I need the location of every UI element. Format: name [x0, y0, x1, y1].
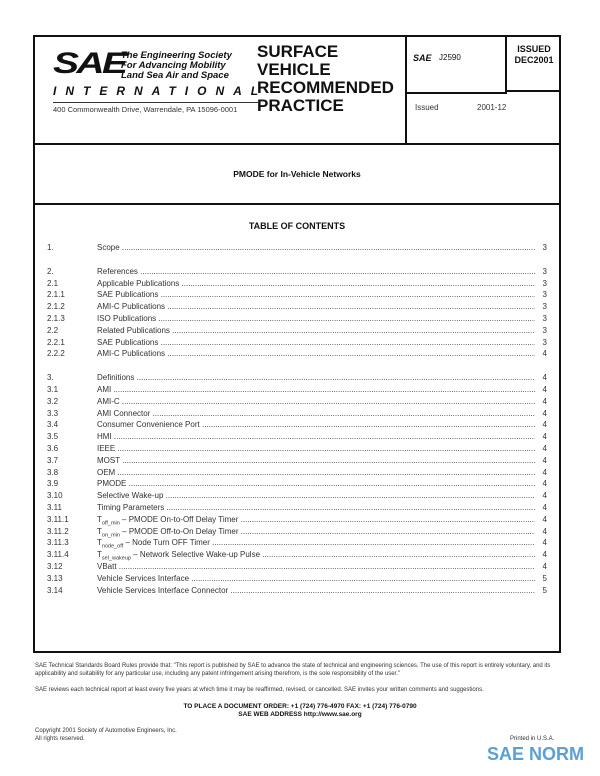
toc-symbol: T	[97, 538, 102, 548]
toc-page: 4	[542, 526, 547, 536]
toc-title	[97, 396, 535, 407]
toc-symbol: T	[97, 514, 102, 524]
toc-page: 4	[542, 408, 547, 418]
toc-number: 2.1.3	[47, 314, 65, 323]
toc-number: 3.8	[47, 467, 59, 477]
toc-page: 4	[542, 479, 547, 489]
toc-page: 5	[542, 573, 547, 583]
web-address: SAE WEB ADDRESS http://www.sae.org	[238, 711, 362, 718]
toc-page: 4	[542, 432, 547, 442]
toc-title-text: Selective Wake-up	[97, 491, 164, 501]
toc-number: 2.1	[47, 278, 59, 288]
toc-title	[97, 431, 535, 442]
review-notice: SAE reviews each technical report at least every five years at which time it may be reaffirmed, revised, or cancelled. SAE invites your written comments and suggestions.	[35, 687, 484, 693]
toc-number: 2.2.2	[47, 349, 65, 359]
toc-page: 4	[542, 538, 547, 548]
toc-entry[interactable]	[47, 467, 547, 478]
toc-number: 3.3	[47, 408, 59, 418]
toc-page: 4	[542, 550, 547, 560]
issued-label: ISSUED	[517, 44, 551, 54]
toc-title	[97, 467, 535, 478]
toc-page: 4	[542, 420, 547, 430]
toc-number: 3.14	[47, 585, 63, 595]
printed-in: Printed in U.S.A.	[510, 736, 555, 742]
toc-title	[97, 325, 535, 336]
toc-title	[97, 348, 535, 359]
toc-entry[interactable]	[47, 337, 547, 348]
sae-small-mark: SAE	[413, 53, 432, 63]
toc-entry[interactable]	[47, 408, 547, 419]
toc-title-text: HMI	[97, 432, 112, 442]
copyright: Copyright 2001 Society of Automotive Engineers, Inc.	[35, 728, 177, 734]
toc-number: 3.7	[47, 455, 59, 465]
toc-number: 2.	[47, 266, 54, 276]
toc-heading: TABLE OF CONTENTS	[248, 221, 346, 231]
toc-entry[interactable]	[47, 372, 547, 383]
toc-title	[97, 585, 535, 596]
toc-title-text: – PMODE On-to-Off Delay Timer	[119, 514, 239, 524]
toc-entry[interactable]	[47, 490, 547, 501]
toc-subscript: on_min	[101, 532, 120, 539]
toc-symbol: T	[97, 526, 102, 536]
toc-title-text: ISO Publications	[97, 314, 157, 323]
toc-title	[97, 266, 535, 277]
toc-number: 3.13	[47, 573, 63, 583]
toc-entry[interactable]	[47, 502, 547, 513]
toc-number: 2.1.1	[47, 290, 65, 300]
toc-title-text: SAE Publications	[97, 337, 159, 347]
toc-page: 4	[542, 396, 547, 406]
toc-title	[97, 372, 535, 383]
toc-title	[97, 443, 535, 454]
toc-entry[interactable]	[47, 431, 547, 442]
toc-entry[interactable]	[47, 313, 547, 324]
toc-title-text: Vehicle Services Interface Connector	[97, 585, 229, 595]
order-info: TO PLACE A DOCUMENT ORDER: +1 (724) 776-4970 FAX: +1 (724) 776-0790	[183, 703, 417, 710]
toc-title	[97, 502, 535, 513]
issued-line-value: 2001-12	[477, 103, 507, 112]
toc-entry[interactable]	[47, 348, 547, 359]
toc-title	[97, 573, 535, 584]
toc-title-text: Definitions	[97, 373, 135, 383]
toc-title-text: AMI-C Publications	[97, 302, 166, 312]
toc-number: 3.11.3	[47, 538, 69, 548]
toc-entry[interactable]	[47, 478, 547, 489]
toc-title-text: AMI	[97, 385, 112, 394]
toc-page: 3	[542, 290, 547, 300]
toc-title-text: VBatt	[97, 562, 117, 571]
toc-symbol: T	[97, 550, 102, 560]
toc-entry[interactable]	[47, 301, 547, 312]
toc-title-text: – PMODE Off-to-On Delay Timer	[119, 526, 239, 536]
issued-date: DEC2001	[514, 55, 554, 65]
toc-title	[97, 561, 535, 572]
toc-title-text: SAE Publications	[97, 290, 159, 300]
toc-number: 3.	[47, 373, 54, 383]
toc-title-text: – Node Turn OFF Timer	[123, 538, 210, 548]
document-number: J2590	[439, 53, 461, 62]
toc-number: 2.2	[47, 325, 59, 335]
toc-entry[interactable]	[47, 526, 547, 537]
toc-page: 3	[542, 325, 547, 335]
toc-number: 3.10	[47, 491, 63, 501]
toc-title-text: AMI-C Publications	[97, 349, 166, 359]
toc-title-text: References	[97, 266, 138, 276]
toc-number: 3.11.1	[47, 514, 69, 524]
toc-title-text: PMODE	[97, 479, 127, 489]
toc-page: 3	[542, 302, 547, 312]
toc-number: 3.11.2	[47, 526, 69, 536]
toc-title-text: Related Publications	[97, 325, 170, 335]
toc-number: 3.5	[47, 432, 59, 442]
sae-international: INTERNATIONAL	[53, 84, 268, 98]
toc-entry[interactable]	[47, 278, 547, 289]
toc-title-text: Applicable Publications	[97, 278, 180, 288]
document-type: SURFACE VEHICLE RECOMMENDED PRACTICE	[257, 42, 394, 115]
toc-title	[97, 478, 535, 489]
toc-number: 3.9	[47, 479, 59, 489]
toc-entry[interactable]	[47, 561, 547, 572]
document-info-box	[405, 37, 561, 143]
toc-title-text: Vehicle Services Interface	[97, 573, 190, 583]
document-title: PMODE for In-Vehicle Networks	[35, 145, 559, 205]
toc-number: 3.6	[47, 444, 59, 453]
toc-subscript: sel_wakeup	[101, 555, 131, 562]
toc-subscript: node_off	[101, 543, 124, 550]
toc-page: 4	[542, 514, 547, 524]
toc-page: 3	[542, 243, 547, 252]
toc-page: 4	[542, 562, 547, 571]
toc-number: 3.1	[47, 385, 59, 394]
toc-page: 4	[542, 349, 547, 359]
toc-title	[97, 384, 535, 395]
toc-entry[interactable]	[47, 325, 547, 336]
toc-entry[interactable]	[47, 514, 547, 525]
header-block	[35, 37, 559, 145]
toc-title	[97, 455, 535, 466]
toc-entry[interactable]	[47, 396, 547, 407]
toc-number: 3.11	[47, 503, 62, 512]
sae-address: 400 Commonwealth Drive, Warrendale, PA 15096-0001	[53, 102, 258, 114]
toc-number: 1.	[47, 243, 54, 252]
document-number-box	[407, 37, 507, 94]
toc-title	[97, 301, 535, 312]
toc-title-text: Consumer Convenience Port	[97, 420, 200, 430]
toc-page: 5	[542, 585, 547, 595]
toc-title-text: AMI Connector	[97, 408, 151, 418]
sae-logo-mark: SAE	[53, 47, 126, 80]
toc-number: 2.1.2	[47, 302, 65, 312]
toc-entry[interactable]	[47, 266, 547, 277]
toc-title-text: MOST	[97, 455, 120, 465]
toc-title	[97, 408, 535, 419]
toc-page: 4	[542, 444, 547, 453]
toc-entry[interactable]	[47, 549, 547, 560]
toc-page: 4	[542, 467, 547, 477]
sae-norm-watermark: SAE NORM	[487, 744, 585, 764]
toc-title-text: – Network Selective Wake-up Pulse	[130, 550, 261, 560]
toc-entry[interactable]	[47, 242, 547, 253]
toc-page: 3	[542, 337, 547, 347]
toc-entry[interactable]	[47, 443, 547, 454]
toc-subscript: off_min	[101, 520, 120, 527]
toc-title	[97, 337, 535, 348]
toc-title	[97, 490, 535, 501]
toc-title	[97, 278, 535, 289]
toc-number: 3.12	[47, 562, 63, 571]
toc-page: 4	[542, 455, 547, 465]
toc-number: 3.11.4	[47, 550, 69, 560]
toc-page: 4	[542, 491, 547, 501]
toc-page: 3	[542, 278, 547, 288]
toc-entry[interactable]	[47, 585, 547, 596]
toc-title	[97, 289, 535, 300]
rules-notice: SAE Technical Standards Board Rules provide that: "This report is published by SAE to advance the state of technical and engineering sciences. The use of this report is entirely voluntary, and its applicability and suitability for any particular use, including any patent infringement arising therefrom, is the sole responsibility of the user."	[35, 663, 551, 677]
toc-page: 4	[542, 385, 547, 394]
toc-entry[interactable]	[47, 573, 547, 584]
toc-page: 3	[542, 266, 547, 276]
toc-number: 2.2.1	[47, 337, 65, 347]
toc-title	[97, 419, 535, 430]
toc-entry[interactable]	[47, 537, 547, 548]
toc-title-text: IEEE	[97, 444, 116, 453]
issued-box	[507, 37, 561, 92]
toc-title-text: OEM	[97, 467, 116, 477]
toc-title-text: Scope	[97, 243, 120, 252]
toc-title	[97, 242, 535, 253]
toc-page: 3	[542, 314, 547, 323]
toc-entry[interactable]	[47, 289, 547, 300]
toc-number: 3.4	[47, 420, 59, 430]
toc-entry[interactable]	[47, 419, 547, 430]
toc-title-text: AMI-C	[97, 396, 120, 406]
toc-page: 4	[542, 373, 547, 383]
issued-line-label: Issued	[415, 103, 439, 112]
sae-tagline: The Engineering Society For Advancing Mobility Land Sea Air and Space	[121, 50, 232, 81]
cover-frame	[33, 35, 561, 653]
toc-page: 4	[542, 503, 547, 512]
rights: All rights reserved.	[35, 736, 85, 742]
toc-number: 3.2	[47, 396, 59, 406]
toc-title	[97, 313, 535, 324]
toc-entry[interactable]	[47, 455, 547, 466]
toc-title-text: Timing Parameters	[97, 503, 165, 512]
toc-entry[interactable]	[47, 384, 547, 395]
